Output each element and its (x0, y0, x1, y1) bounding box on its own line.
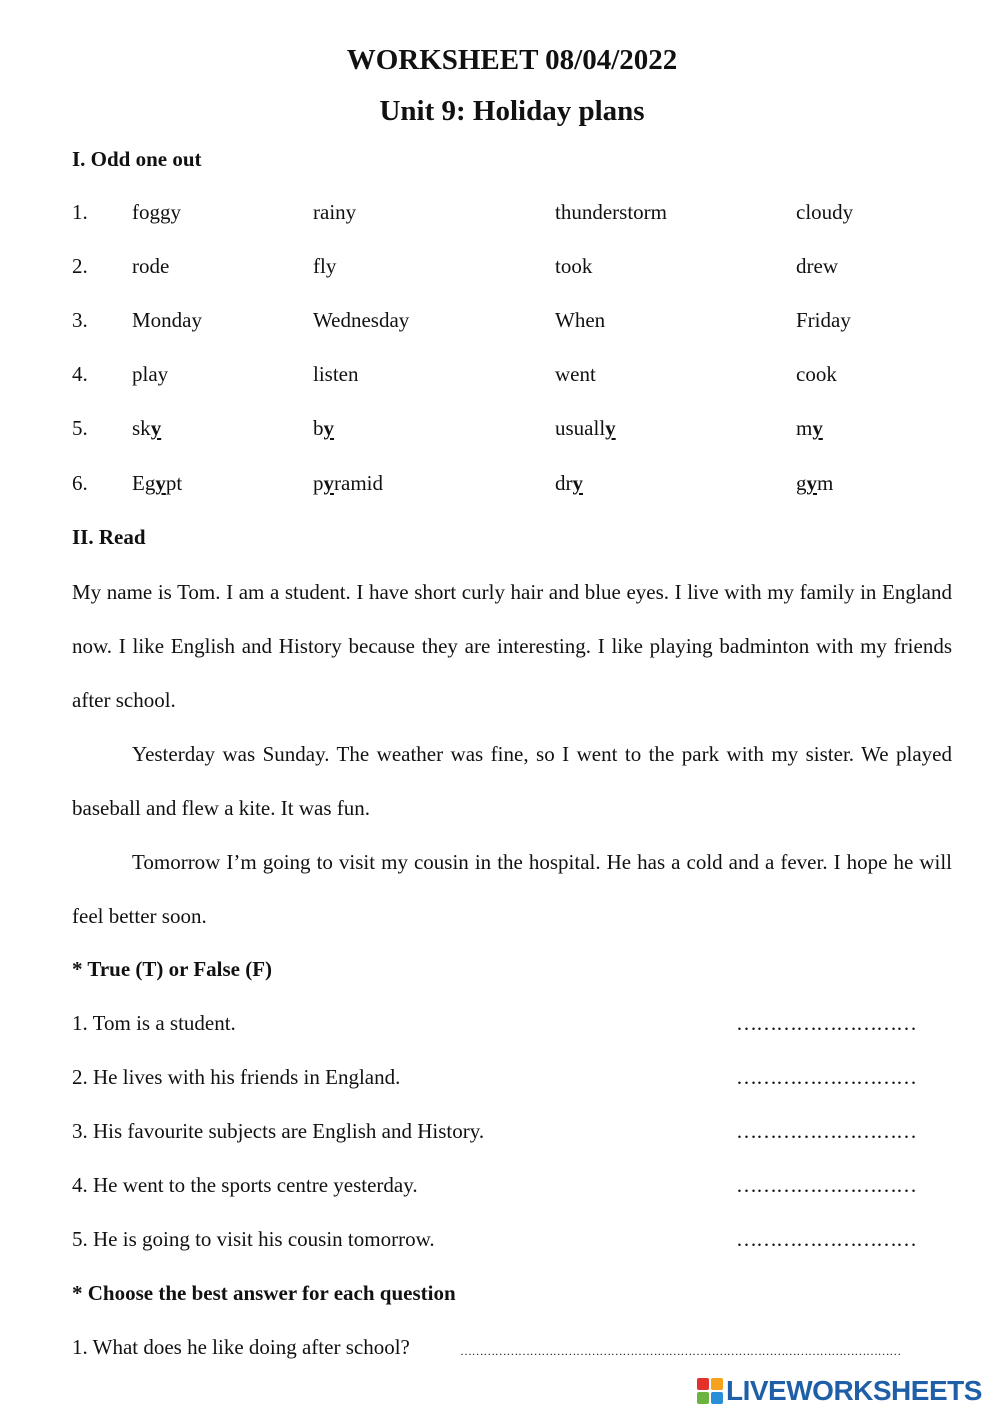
word-part: cloudy (796, 200, 854, 224)
word-part: took (555, 254, 593, 278)
row-number: 1. (72, 200, 88, 224)
word-option[interactable] (555, 308, 605, 333)
tf-answer-blank[interactable]: ……………………… (736, 1065, 916, 1089)
word-option[interactable] (313, 254, 336, 279)
worksheet-title: WORKSHEET 08/04/2022 (346, 44, 678, 76)
word-option[interactable] (555, 362, 596, 387)
word-part: play (132, 362, 169, 386)
tf-question: 5. He is going to visit his cousin tomorrow. (72, 1227, 435, 1251)
word-option[interactable] (313, 200, 356, 225)
odd-one-out-row (0, 416, 1000, 446)
word-part: cook (796, 362, 837, 386)
true-false-heading: * True (T) or False (F) (72, 957, 273, 981)
tf-question: 1. Tom is a student. (72, 1011, 236, 1035)
word-part: Friday (796, 308, 851, 332)
row-number: 3. (72, 308, 88, 332)
section-odd-one-out-heading: I. Odd one out (72, 147, 202, 171)
word-option[interactable] (555, 471, 583, 496)
reading-paragraph-2: Yesterday was Sunday. The weather was fine, so I went to the park with my sister. We played baseball and flew a kite. It was fun. (72, 742, 952, 820)
choose-answer-blank[interactable]: …………………………………………………………………………………………………… (460, 1344, 901, 1358)
odd-one-out-row (0, 471, 1000, 501)
word-option[interactable] (132, 471, 182, 496)
row-number: 4. (72, 362, 88, 386)
section-read-heading: II. Read (72, 525, 146, 549)
odd-one-out-row (0, 200, 1000, 230)
underlined-letter: y (323, 471, 334, 495)
word-option[interactable] (132, 416, 161, 441)
word-part: m (796, 416, 813, 440)
word-part: went (555, 362, 596, 386)
row-number: 2. (72, 254, 88, 278)
word-option[interactable] (796, 254, 838, 279)
underlined-letter: y (150, 416, 162, 440)
liveworksheets-wordmark: LIVEWORKSHEETS (726, 1375, 982, 1406)
word-part: Eg (132, 471, 156, 495)
underlined-letter: y (806, 471, 817, 495)
underlined-letter: y (572, 471, 583, 495)
word-option[interactable] (796, 416, 823, 441)
row-number: 6. (72, 471, 88, 495)
word-part: pt (165, 471, 183, 495)
reading-paragraph-3: Tomorrow I’m going to visit my cousin in the hospital. He has a cold and a fever. I hope he will feel better soon. (72, 850, 952, 928)
word-option[interactable] (132, 308, 202, 333)
tf-answer-blank[interactable]: ……………………… (736, 1227, 916, 1251)
tf-answer-blank[interactable]: ……………………… (736, 1011, 916, 1035)
word-part: g (796, 471, 807, 495)
word-option[interactable] (796, 362, 837, 387)
word-part: m (817, 471, 834, 495)
word-option[interactable] (796, 308, 851, 333)
underlined-letter: y (323, 416, 334, 440)
word-option[interactable] (555, 200, 667, 225)
underlined-letter: y (155, 471, 166, 495)
word-part: fly (313, 254, 337, 278)
word-option[interactable] (555, 254, 592, 279)
word-option[interactable] (555, 416, 616, 441)
word-option[interactable] (796, 471, 833, 496)
choose-question: 1. What does he like doing after school? (72, 1335, 410, 1359)
word-option[interactable] (313, 362, 359, 387)
odd-one-out-row (0, 254, 1000, 284)
word-part: When (555, 308, 606, 332)
choose-best-answer-heading: * Choose the best answer for each question (72, 1281, 456, 1305)
word-part: rode (132, 254, 170, 278)
tf-question: 2. He lives with his friends in England. (72, 1065, 401, 1089)
word-part: usuall (555, 416, 606, 440)
tf-answer-blank[interactable]: ……………………… (736, 1119, 916, 1143)
underlined-letter: y (812, 416, 823, 440)
odd-one-out-row (0, 362, 1000, 392)
word-option[interactable] (313, 471, 383, 496)
word-part: sk (132, 416, 151, 440)
tf-question: 3. His favourite subjects are English and History. (72, 1119, 485, 1143)
word-part: dr (555, 471, 573, 495)
word-part: rainy (313, 200, 357, 224)
word-part: ramid (334, 471, 383, 495)
word-part: p (313, 471, 324, 495)
word-option[interactable] (132, 254, 169, 279)
word-option[interactable] (313, 308, 409, 333)
liveworksheets-logo (697, 1374, 982, 1408)
word-part: listen (313, 362, 359, 386)
unit-title: Unit 9: Holiday plans (379, 95, 645, 127)
word-part: thunderstorm (555, 200, 667, 224)
word-part: b (313, 416, 324, 440)
word-option[interactable] (313, 416, 334, 441)
word-part: drew (796, 254, 838, 278)
underlined-letter: y (605, 416, 616, 440)
word-option[interactable] (796, 200, 853, 225)
row-number: 5. (72, 416, 88, 440)
word-option[interactable] (132, 362, 168, 387)
tf-question: 4. He went to the sports centre yesterday. (72, 1173, 418, 1197)
liveworksheets-logo-icon (697, 1378, 723, 1404)
reading-paragraph-1: My name is Tom. I am a student. I have short curly hair and blue eyes. I live with my family in England now. I like English and History because they are interesting. I like playing badminton with my friends after school. (72, 580, 952, 712)
word-part: Monday (132, 308, 202, 332)
word-part: Wednesday (313, 308, 410, 332)
word-part: foggy (132, 200, 181, 224)
word-option[interactable] (132, 200, 181, 225)
tf-answer-blank[interactable]: ……………………… (736, 1173, 916, 1197)
odd-one-out-row (0, 308, 1000, 338)
